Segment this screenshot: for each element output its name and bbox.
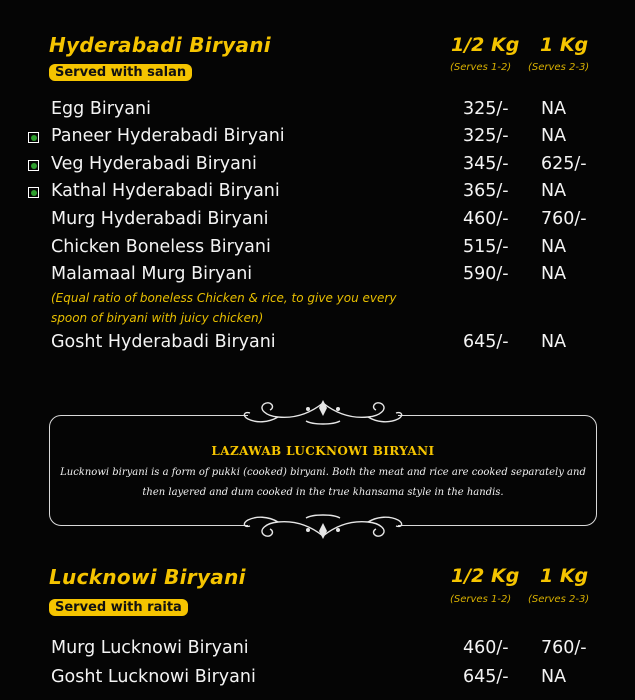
menu-item-full-price: 625/- [541,154,587,174]
veg-indicator-icon [28,132,39,143]
served-with-raita-badge: Served with raita [49,599,188,616]
menu-item-half-price: 325/- [463,126,509,146]
menu-item-half-price: 590/- [463,264,509,284]
menu-item-full-price: NA [541,99,567,119]
menu-item-name: Murg Hyderabadi Biryani [51,209,269,229]
one-kg-serves: (Serves 2-3) [528,62,590,73]
half-kg-header: 1/2 Kg [451,34,520,56]
ornament-bottom-icon [228,508,418,542]
menu-item-name: Kathal Hyderabadi Biryani [51,181,280,201]
item-description: spoon of biryani with juicy chicken) [51,311,264,325]
menu-item-full-price: NA [541,126,567,146]
section-title-hyderabadi: Hyderabadi Biryani [49,33,271,57]
one-kg-serves: (Serves 2-3) [528,594,590,605]
served-with-salan-badge: Served with salan [49,64,192,81]
menu-item-half-price: 365/- [463,181,509,201]
menu-item-full-price: 760/- [541,638,587,658]
one-kg-header: 1 Kg [540,565,589,587]
menu-item-half-price: 515/- [463,237,509,257]
half-kg-header: 1/2 Kg [451,565,520,587]
menu-item-half-price: 460/- [463,209,509,229]
ornament-top-icon [228,397,418,431]
menu-item-name: Malamaal Murg Biryani [51,264,253,284]
banner-description-line: then layered and dum cooked in the true khansama style in the handis. [142,487,504,498]
menu-item-full-price: NA [541,237,567,257]
menu-item-name: Murg Lucknowi Biryani [51,638,249,658]
veg-indicator-icon [28,160,39,171]
menu-item-full-price: NA [541,332,567,352]
banner-description-line: Lucknowi biryani is a form of pukki (cooked) biryani. Both the meat and rice are cooked separately and [60,467,586,478]
menu-item-name: Veg Hyderabadi Biryani [51,154,257,174]
menu-item-full-price: 760/- [541,209,587,229]
item-description: (Equal ratio of boneless Chicken & rice, to give you every [51,291,397,305]
menu-item-name: Paneer Hyderabadi Biryani [51,126,285,146]
menu-item-half-price: 645/- [463,667,509,687]
banner-title: LAZAWAB LUCKNOWI BIRYANI [211,444,435,458]
veg-indicator-icon [28,187,39,198]
menu-item-name: Gosht Lucknowi Biryani [51,667,256,687]
menu-item-half-price: 325/- [463,99,509,119]
menu-item-name: Gosht Hyderabadi Biryani [51,332,276,352]
menu-item-half-price: 645/- [463,332,509,352]
one-kg-header: 1 Kg [540,34,589,56]
half-kg-serves: (Serves 1-2) [450,62,512,73]
menu-item-half-price: 460/- [463,638,509,658]
menu-item-name: Egg Biryani [51,99,151,119]
menu-item-full-price: NA [541,264,567,284]
menu-item-half-price: 345/- [463,154,509,174]
section-title-lucknowi: Lucknowi Biryani [49,565,246,589]
menu-item-full-price: NA [541,667,567,687]
menu-item-full-price: NA [541,181,567,201]
menu-item-name: Chicken Boneless Biryani [51,237,271,257]
half-kg-serves: (Serves 1-2) [450,594,512,605]
